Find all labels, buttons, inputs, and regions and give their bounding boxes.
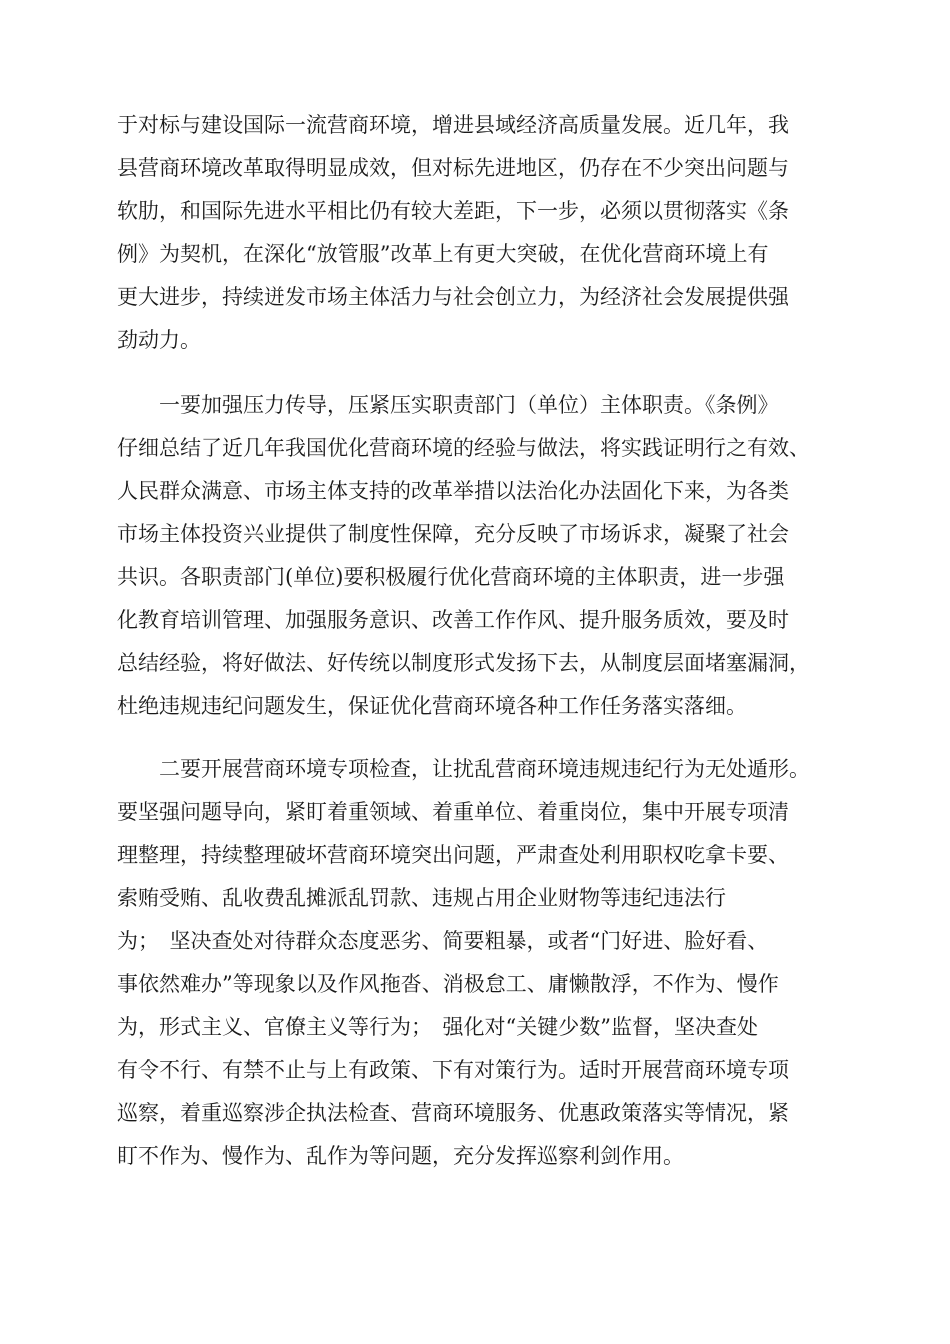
text-line: 县营商环境改革取得明显成效，但对标先进地区，仍存在不少突出问题与 [117, 156, 789, 180]
text-line: 二要开展营商环境专项检查，让扰乱营商环境违规违纪行为无处遁形。 [117, 757, 810, 781]
text-line: 巡察，着重巡察涉企执法检查、营商环境服务、优惠政策落实等情况，紧 [117, 1101, 789, 1125]
text-line: 于对标与建设国际一流营商环境，增进县域经济高质量发展。近几年，我 [117, 113, 789, 137]
text-line: 要坚强问题导向，紧盯着重领域、着重单位、着重岗位，集中开展专项清 [117, 800, 789, 824]
text-line: 盯不作为、慢作为、乱作为等问题，充分发挥巡察利剑作用。 [117, 1144, 684, 1168]
text-line: 人民群众满意、市场主体支持的改革举措以法治化办法固化下来，为各类 [117, 479, 789, 503]
text-line: 为，形式主义、官僚主义等行为； 强化对“关键少数”监督，坚决查处 [117, 1015, 758, 1039]
text-line: 事依然难办”等现象以及作风拖沓、消极怠工、庸懒散浮，不作为、慢作 [117, 972, 779, 996]
text-line: 一要加强压力传导，压紧压实职责部门（单位）主体职责。《条例》 [117, 393, 779, 417]
text-line: 例》为契机，在深化“放管服”改革上有更大突破，在优化营商环境上有 [117, 242, 769, 266]
text-line: 更大进步，持续迸发市场主体活力与社会创立力，为经济社会发展提供强 [117, 285, 789, 309]
paragraph-3 [117, 748, 837, 1178]
text-line: 软肋，和国际先进水平相比仍有较大差距，下一步，必须以贯彻落实《条 [117, 199, 789, 223]
text-line: 理整理，持续整理破坏营商环境突出问题，严肃查处利用职权吃拿卡要、 [117, 843, 789, 867]
text-line: 有令不行、有禁不止与上有政策、下有对策行为。适时开展营商环境专项 [117, 1058, 789, 1082]
text-line: 劲动力。 [117, 328, 201, 352]
text-line: 共识。各职责部门(单位)要积极履行优化营商环境的主体职责，进一步强 [117, 565, 785, 589]
text-line: 仔细总结了近几年我国优化营商环境的经验与做法，将实践证明行之有效、 [117, 436, 810, 460]
text-line: 市场主体投资兴业提供了制度性保障，充分反映了市场诉求，凝聚了社会 [117, 522, 789, 546]
text-line: 为； 坚决查处对待群众态度恶劣、简要粗暴，或者“门好进、脸好看、 [117, 929, 769, 953]
text-line: 总结经验，将好做法、好传统以制度形式发扬下去，从制度层面堵塞漏洞， [117, 651, 810, 675]
paragraph-2 [117, 384, 837, 728]
text-line: 杜绝违规违纪问题发生，保证优化营商环境各种工作任务落实落细。 [117, 694, 747, 718]
text-line: 化教育培训管理、加强服务意识、改善工作作风、提升服务质效，要及时 [117, 608, 789, 632]
text-line: 索贿受贿、乱收费乱摊派乱罚款、违规占用企业财物等违纪违法行 [117, 886, 726, 910]
paragraph-1 [117, 104, 837, 362]
